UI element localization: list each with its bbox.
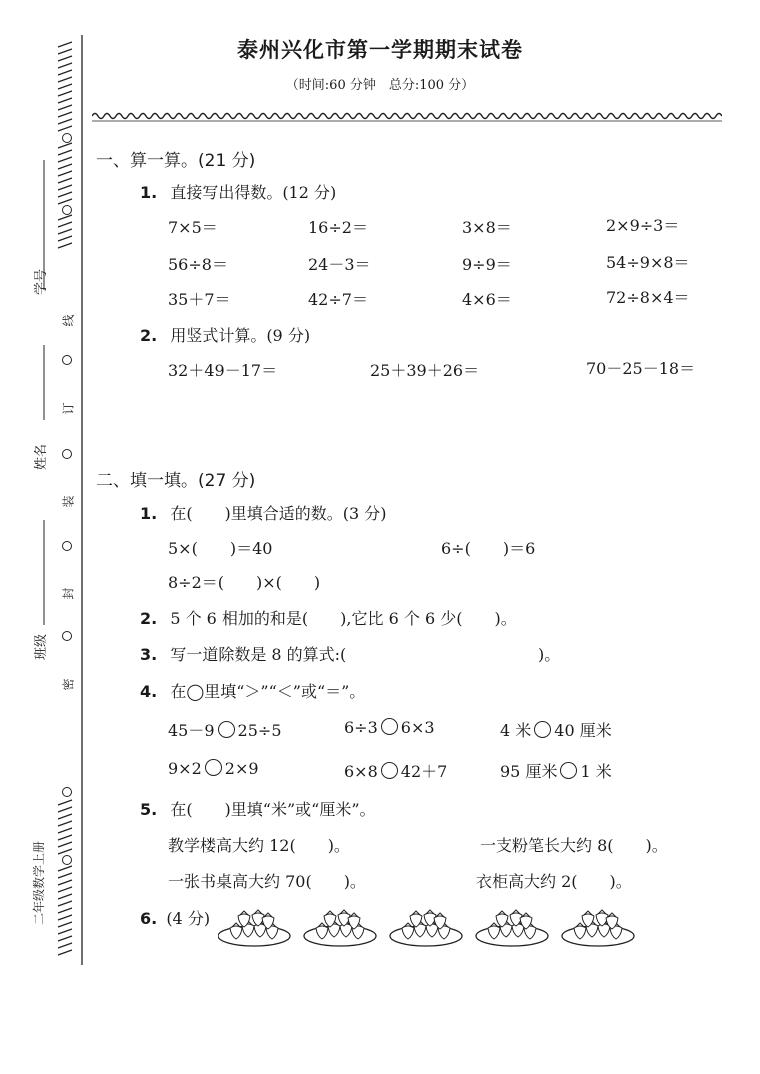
- compare-circle[interactable]: [205, 759, 222, 776]
- compare-item: [500, 718, 612, 741]
- calc-item: 2×9÷3＝: [606, 216, 680, 235]
- calc-item: 42÷7＝: [308, 290, 368, 309]
- compare-item: [168, 759, 259, 778]
- question-text: 在◯里填“＞”“＜”或“＝”。: [170, 682, 366, 701]
- question-text: 在( )里填“米”或“厘米”。: [170, 800, 376, 819]
- question-text: 5 个 6 相加的和是( ),它比 6 个 6 少( )。: [170, 609, 517, 628]
- question-number: 1.: [140, 504, 158, 523]
- compare-right: 42＋7: [400, 762, 448, 781]
- question-number: 6.: [140, 909, 158, 928]
- wavy-divider: [92, 110, 722, 124]
- compare-item: [344, 718, 435, 737]
- binding-hole: [62, 355, 72, 365]
- binding-hole: [62, 855, 72, 865]
- fill-item: 8÷2＝( )×( ): [168, 573, 321, 592]
- vertical-calc-item: 70－25－18＝: [586, 359, 696, 378]
- binding-hole: [62, 541, 72, 551]
- student-id-label: 学号: [34, 268, 49, 295]
- class-label: 班级: [34, 633, 49, 660]
- vertical-calc-item: 32＋49－17＝: [168, 361, 278, 380]
- name-label: 姓名: [34, 443, 49, 470]
- question-number: 1.: [140, 183, 158, 202]
- calc-item: 16÷2＝: [308, 218, 368, 237]
- page-title: 泰州兴化市第一学期期末试卷: [237, 38, 523, 62]
- unit-item: 一支粉笔长大约 8( )。: [480, 836, 668, 855]
- binding-hole: [62, 133, 72, 143]
- question-2-3-end: )。: [538, 645, 561, 664]
- compare-right: 6×3: [400, 718, 435, 737]
- question-number: 4.: [140, 682, 158, 701]
- compare-left: 6×8: [344, 762, 378, 781]
- calc-item: 35＋7＝: [168, 290, 231, 309]
- book-label: 二年级数学上册: [32, 840, 46, 925]
- fill-item: 5×( )＝40: [168, 539, 273, 558]
- seal-line-mark: 线: [61, 314, 76, 327]
- compare-circle[interactable]: [218, 721, 235, 738]
- calc-item: 4×6＝: [462, 290, 512, 309]
- compare-left: 95 厘米: [500, 762, 558, 781]
- plate-icon: [304, 926, 376, 946]
- plate-icon: [218, 926, 290, 946]
- unit-item: 一张书桌高大约 70( )。: [168, 872, 366, 891]
- calc-item: 3×8＝: [462, 218, 512, 237]
- compare-left: 45－9: [168, 721, 215, 740]
- compare-item: [500, 759, 612, 782]
- section-1-heading: 一、算一算。(21 分): [96, 151, 256, 171]
- question-2-3: [140, 642, 346, 665]
- compare-right: 1 米: [580, 762, 612, 781]
- question-text: 直接写出得数。(12 分): [170, 183, 337, 202]
- section-2-heading: 二、填一填。(27 分): [96, 471, 256, 491]
- unit-item: 教学楼高大约 12( )。: [168, 836, 350, 855]
- question-text: 写一道除数是 8 的算式:(: [170, 645, 347, 664]
- calc-item: 7×5＝: [168, 218, 218, 237]
- question-2-5: [140, 797, 376, 820]
- question-2-6: [140, 906, 210, 929]
- binding-hole: [62, 449, 72, 459]
- calc-item: 24－3＝: [308, 255, 371, 274]
- exam-subtitle: （时间:60 分钟 总分:100 分）: [285, 78, 475, 93]
- calc-item: 9÷9＝: [462, 255, 512, 274]
- compare-right: 40 厘米: [554, 721, 612, 740]
- compare-circle[interactable]: [534, 721, 551, 738]
- question-1-1: [140, 180, 336, 203]
- compare-circle[interactable]: [381, 718, 398, 735]
- calc-item: 56÷8＝: [168, 255, 228, 274]
- question-text: 用竖式计算。(9 分): [170, 326, 311, 345]
- calc-item: 54÷9×8＝: [606, 253, 690, 272]
- strawberry-plates: [218, 906, 650, 952]
- question-number: 2.: [140, 609, 158, 628]
- fill-item: 6÷( )＝6: [441, 539, 536, 558]
- plate-icon: [390, 926, 462, 946]
- question-2-2: [140, 606, 517, 629]
- plate-icon: [476, 926, 548, 946]
- calc-item: 72÷8×4＝: [606, 288, 690, 307]
- question-number: 2.: [140, 326, 158, 345]
- compare-left: 6÷3: [344, 718, 378, 737]
- binding-hole: [62, 787, 72, 797]
- question-2-1: [140, 501, 387, 524]
- compare-circle[interactable]: [381, 762, 398, 779]
- question-number: 5.: [140, 800, 158, 819]
- unit-item: 衣柜高大约 2( )。: [476, 872, 632, 891]
- binding-hole: [62, 205, 72, 215]
- compare-left: 4 米: [500, 721, 532, 740]
- compare-item: [168, 718, 282, 741]
- compare-circle[interactable]: [560, 762, 577, 779]
- compare-item: [344, 759, 447, 782]
- compare-right: 25÷5: [237, 721, 282, 740]
- question-number: 3.: [140, 645, 158, 664]
- seal-staple-mark: 订: [61, 402, 76, 415]
- question-text: (4 分): [166, 909, 211, 928]
- seal-close-mark: 封: [61, 587, 76, 600]
- seal-secret-mark: 密: [61, 678, 76, 691]
- vertical-calc-item: 25＋39＋26＝: [370, 361, 480, 380]
- question-text: 在( )里填合适的数。(3 分): [170, 504, 387, 523]
- compare-right: 2×9: [224, 759, 259, 778]
- question-1-2: [140, 323, 310, 346]
- binding-hole: [62, 631, 72, 641]
- plate-icon: [562, 926, 634, 946]
- question-2-4: [140, 679, 365, 702]
- seal-bind-mark: 装: [61, 495, 76, 508]
- compare-left: 9×2: [168, 759, 202, 778]
